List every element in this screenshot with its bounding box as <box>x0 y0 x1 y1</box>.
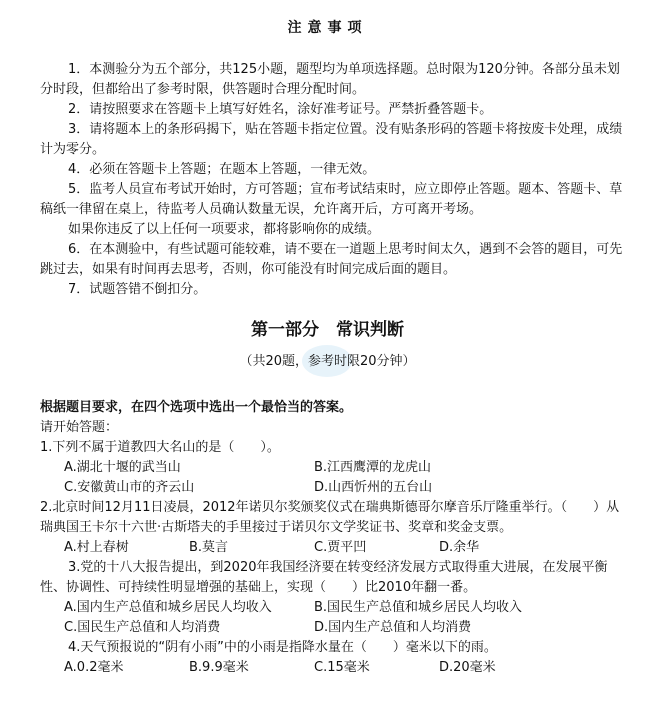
option-a: A.村上春树 <box>64 540 129 555</box>
notice-section <box>40 60 630 300</box>
notice-item-7: 7．试题答错不倒扣分。 <box>68 282 207 297</box>
option-c: C.安徽黄山市的齐云山 <box>64 480 195 495</box>
option-d: D.山西忻州的五台山 <box>314 480 433 495</box>
notice-item-6: 6．在本测验中，有些试题可能较难，请不要在一道题上思考时间太久，遇到不会答的题目，可先跳过去，如果有时间再去思考，否则，你可能没有时间完成后面的题目。 <box>40 242 623 277</box>
option-a: A.0.2毫米 <box>64 660 124 675</box>
option-d: D.20毫米 <box>439 660 496 675</box>
option-c: C.国民生产总值和人均消费 <box>64 620 221 635</box>
option-a: A.国内生产总值和城乡居民人均收入 <box>64 600 272 615</box>
questions-section <box>40 398 630 678</box>
option-b: B.莫言 <box>189 540 229 555</box>
question-stem: 4.天气预报说的“阴有小雨”中的小雨是指降水量在（ ）毫米以下的雨。 <box>68 640 497 655</box>
option-d: D.余华 <box>439 540 480 555</box>
notice-warning: 如果你违反了以上任何一项要求，都将影响你的成绩。 <box>68 222 381 237</box>
part-title: 第一部分 常识判断 <box>251 320 404 340</box>
notice-item-2: 2．请按照要求在答题卡上填写好姓名，涂好准考证号。严禁折叠答题卡。 <box>68 102 493 117</box>
part-subtitle: （共20题，参考时限20分钟） <box>239 354 416 369</box>
question-options <box>40 538 630 558</box>
notice-title: 注意事项 <box>287 20 368 36</box>
question-options <box>40 598 630 618</box>
option-b: B.9.9毫米 <box>189 660 249 675</box>
option-d: D.国内生产总值和人均消费 <box>314 620 472 635</box>
option-c: C.15毫米 <box>314 660 370 675</box>
question-options <box>40 618 630 638</box>
question-stem: 1.下列不属于道教四大名山的是（ ）。 <box>40 440 280 455</box>
notice-item-5: 5．监考人员宣布考试开始时，方可答题；宣布考试结束时，应立即停止答题。题本、答题卡、草稿纸一律留在桌上，待监考人员确认数量无误，允许离开后，方可离开考场。 <box>40 182 623 217</box>
question-options <box>40 658 630 678</box>
notice-item-1: 1．本测验分为五个部分，共125小题，题型均为单项选择题。总时限为120分钟。各部分虽未划分时段，但都给出了参考时限，供答题时合理分配时间。 <box>40 62 620 97</box>
question-stem: 2.北京时间12月11日凌晨，2012年诺贝尔奖颁奖仪式在瑞典斯德哥尔摩音乐厅隆重举行。（ ）从瑞典国王卡尔十六世·古斯塔夫的手里接过于诺贝尔文学奖证书、奖章和奖金支票。 <box>40 500 620 535</box>
start-text: 请开始答题： <box>40 420 119 435</box>
question-options <box>40 478 630 498</box>
option-b: B.国民生产总值和城乡居民人均收入 <box>314 600 523 615</box>
instructions-text: 根据题目要求，在四个选项中选出一个最恰当的答案。 <box>40 400 353 415</box>
notice-item-3: 3．请将题本上的条形码揭下，贴在答题卡指定位置。没有贴条形码的答题卡将按废卡处理，成绩计为零分。 <box>40 122 623 157</box>
option-a: A.湖北十堰的武当山 <box>64 460 181 475</box>
question-options <box>40 458 630 478</box>
option-c: C.贾平凹 <box>314 540 367 555</box>
question-stem: 3.党的十八大报告提出，到2020年我国经济要在转变经济发展方式取得重大进展，在发展平衡性、协调性、可持续性明显增强的基础上，实现（ ）比2010年翻一番。 <box>40 560 608 595</box>
notice-item-4: 4．必须在答题卡上答题；在题本上答题，一律无效。 <box>68 162 376 177</box>
option-b: B.江西鹰潭的龙虎山 <box>314 460 432 475</box>
